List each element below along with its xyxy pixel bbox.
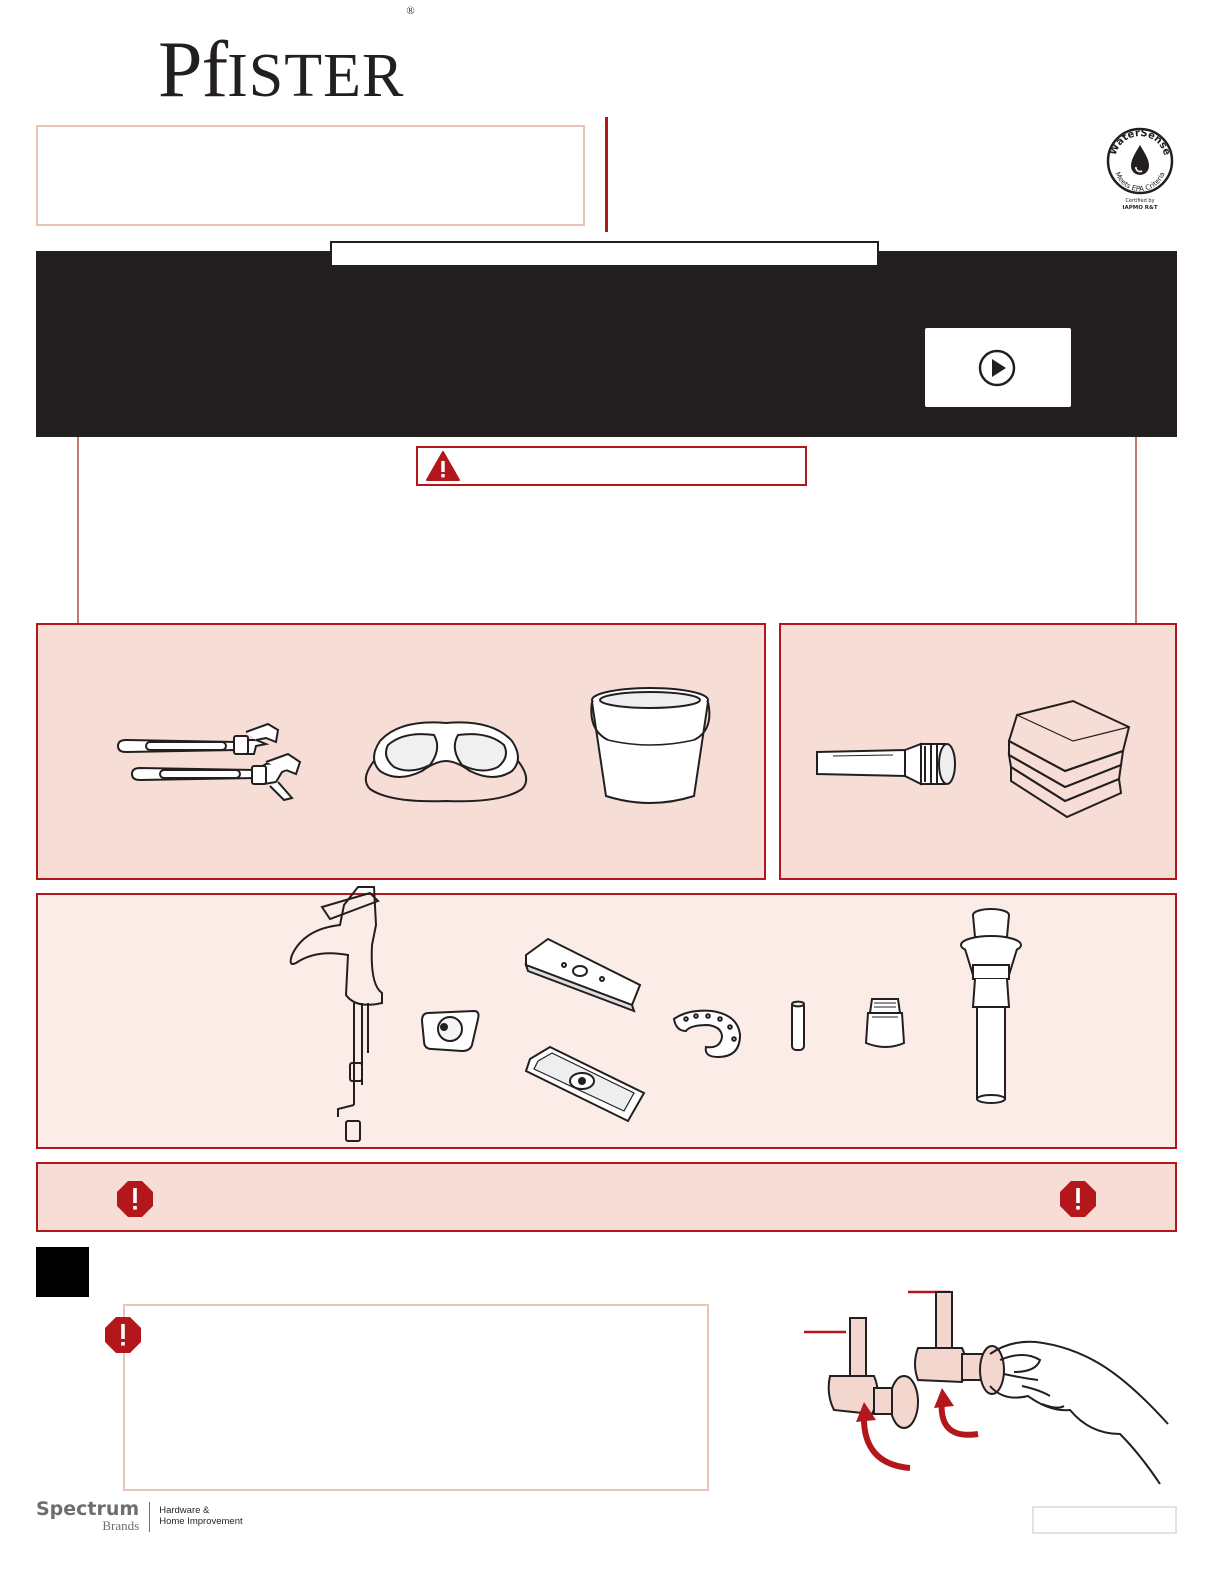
pfister-logo: PfISTER® bbox=[158, 5, 414, 114]
towels-icon bbox=[1003, 697, 1133, 823]
safety-goggles-icon bbox=[360, 713, 532, 805]
wrench-icon bbox=[116, 710, 306, 810]
parts-panel bbox=[36, 893, 1177, 1149]
mounting-clip-icon bbox=[668, 1007, 744, 1061]
deck-plate-bottom-icon bbox=[524, 1045, 648, 1125]
play-circle-icon bbox=[977, 348, 1017, 388]
certifier-text: IAPMO R&T bbox=[1122, 205, 1158, 211]
watersense-arc-bottom: Meets EPA Criteria bbox=[1113, 170, 1167, 194]
bucket-icon bbox=[584, 680, 724, 812]
spectrum-wordmark: Spectrum bbox=[36, 1498, 140, 1520]
brands-wordmark: Brands bbox=[102, 1518, 140, 1533]
registered-mark: ® bbox=[406, 5, 414, 18]
shutoff-valves-illustration bbox=[800, 1284, 1172, 1498]
step-note-box bbox=[123, 1304, 709, 1491]
exclamation-octagon-icon bbox=[116, 1180, 154, 1218]
watersense-badge bbox=[1106, 127, 1174, 211]
warning-triangle-icon bbox=[425, 450, 461, 482]
document-number-box bbox=[1032, 1506, 1177, 1534]
deck-plate-icon bbox=[522, 935, 644, 1015]
step-number-box bbox=[36, 1247, 89, 1297]
alert-bar bbox=[36, 1162, 1177, 1232]
exclamation-octagon-icon bbox=[1059, 1180, 1097, 1218]
warning-bracket-left bbox=[77, 437, 79, 623]
spacer-icon bbox=[788, 1000, 810, 1054]
gasket-icon bbox=[418, 1005, 484, 1055]
header-divider bbox=[605, 117, 608, 232]
exclamation-octagon-icon bbox=[104, 1316, 142, 1354]
spectrum-brands-logo bbox=[36, 1500, 243, 1533]
division-line-1: Hardware & bbox=[159, 1504, 210, 1516]
warning-bracket-right bbox=[1135, 437, 1137, 623]
warning-header-box bbox=[416, 446, 807, 486]
watersense-arc-top: WaterSense bbox=[1107, 127, 1173, 157]
tools-panel bbox=[36, 623, 766, 880]
title-strip bbox=[330, 241, 879, 267]
adapter-nut-icon bbox=[860, 995, 910, 1053]
faucet-icon bbox=[286, 885, 390, 1147]
model-info-box bbox=[36, 125, 585, 226]
materials-panel bbox=[779, 623, 1177, 880]
division-line-2: Home Improvement bbox=[159, 1515, 243, 1527]
video-button[interactable] bbox=[925, 328, 1071, 407]
certified-by-text: Certified by bbox=[1125, 198, 1155, 204]
drain-assembly-icon bbox=[953, 905, 1029, 1109]
watersense-logo-icon bbox=[1106, 127, 1174, 211]
flashlight-icon bbox=[813, 740, 959, 788]
